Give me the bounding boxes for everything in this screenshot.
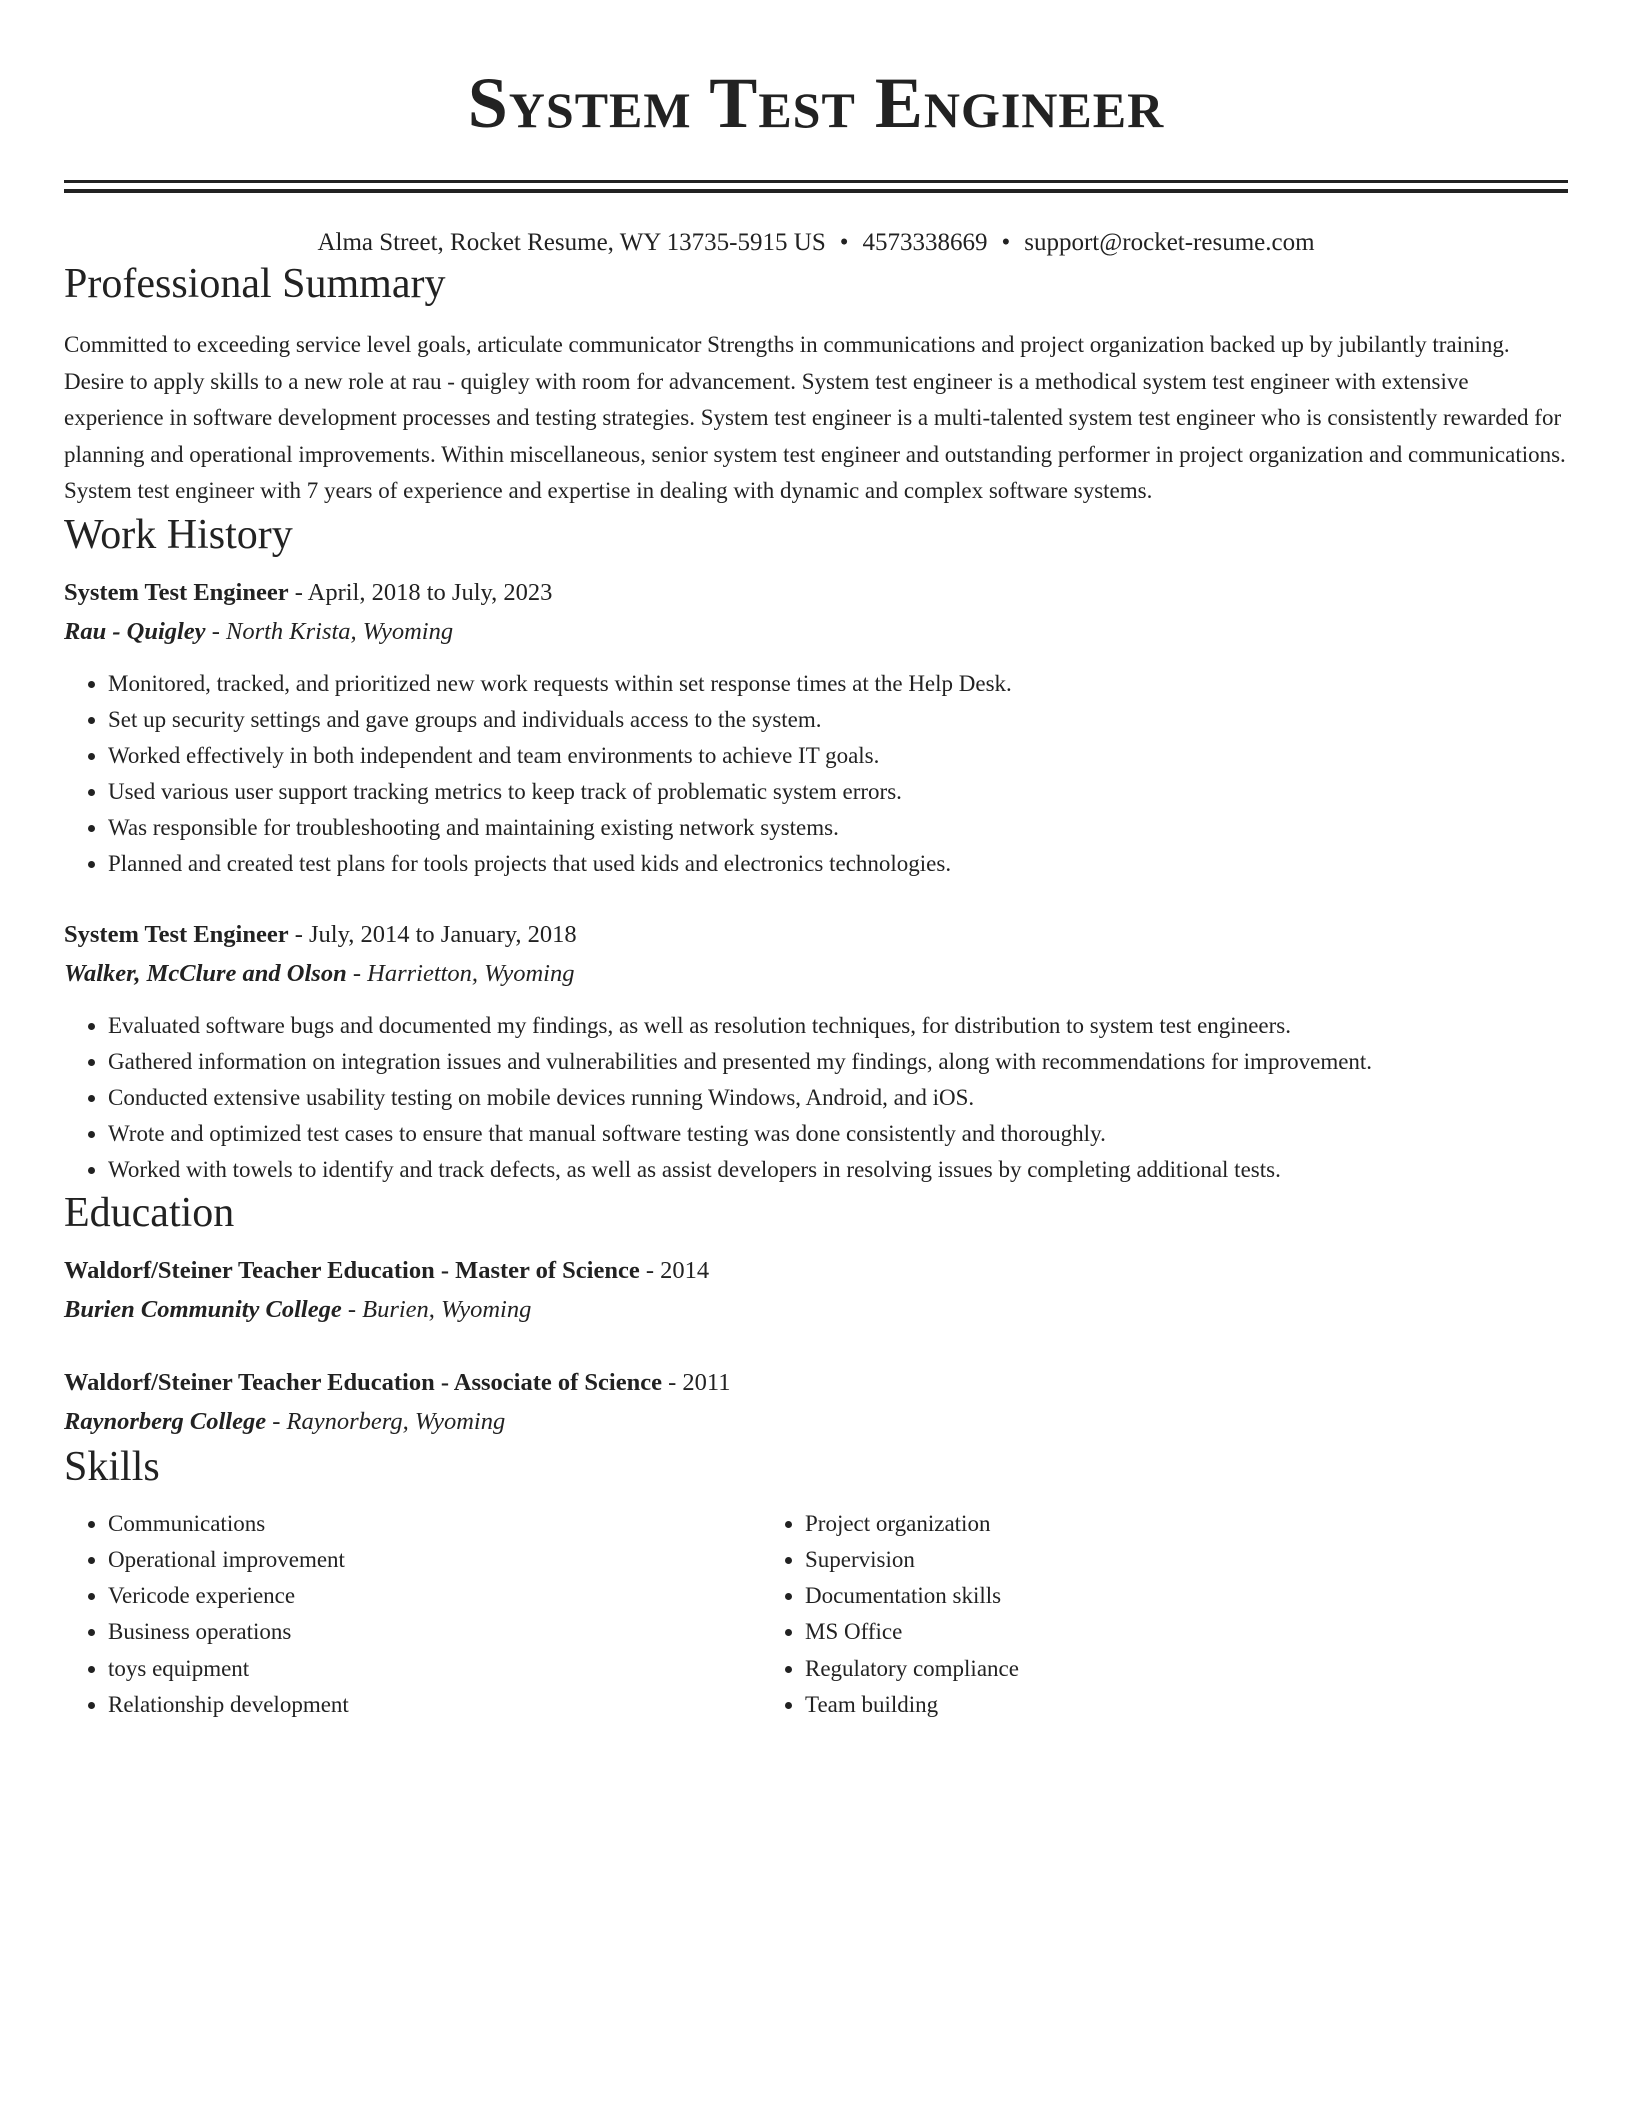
education-entry — [64, 1252, 1568, 1330]
job-company-line — [64, 954, 1568, 994]
job-bullet: • Worked with towels to identify and track defects, as well as assist developers in resolving issues by completing additional tests. — [108, 1152, 1568, 1188]
education-degree: Waldorf/Steiner Teacher Education - Associate of Science — [64, 1368, 662, 1396]
summary-heading: Professional Summary — [64, 261, 446, 307]
job-location: - North Krista, Wyoming — [205, 617, 454, 645]
education-school: Raynorberg College — [64, 1407, 267, 1435]
job-dates: - July, 2014 to January, 2018 — [288, 920, 577, 948]
job-title-line — [64, 574, 1568, 612]
skill-item: • Operational improvement — [108, 1542, 761, 1578]
job-bullets — [64, 666, 1568, 882]
contact-separator: • — [1001, 229, 1011, 256]
job-company: Walker, McClure and Olson — [64, 959, 347, 987]
header-rule-bottom — [64, 189, 1568, 193]
job-company-line — [64, 612, 1568, 652]
skill-item: • Relationship development — [108, 1687, 761, 1723]
header-rule-top — [64, 180, 1568, 183]
skills-left-column — [64, 1506, 761, 1724]
job-bullets — [64, 1008, 1568, 1188]
education-entry — [64, 1364, 1568, 1442]
job-entry — [64, 916, 1568, 1188]
job-bullet: • Evaluated software bugs and documented my findings, as well as resolution techniques, for distribution to system test engineers. — [108, 1008, 1568, 1044]
skill-item: • MS Office — [805, 1614, 1458, 1650]
education-school-line — [64, 1402, 1568, 1442]
contact-email: support@rocket-resume.com — [1024, 229, 1315, 256]
skill-item: • toys equipment — [108, 1651, 761, 1687]
job-bullet: • Set up security settings and gave groups and individuals access to the system. — [108, 702, 1568, 738]
skill-item: • Business operations — [108, 1614, 761, 1650]
skills-heading: Skills — [64, 1443, 160, 1490]
job-bullet: • Conducted extensive usability testing on mobile devices running Windows, Android, and iOS. — [108, 1080, 1568, 1116]
summary-text: Committed to exceeding service level goals, articulate communicator Strengths in communications and project organization backed up by jubilantly training. Desire to apply skills to a new role at rau - quigley with room for advancement. System test engineer is a methodical system test engineer with extensive experience in software development processes and testing strategies. System test engineer is a multi-talented system test engineer who is consistently rewarded for planning and operational improvements. Within miscellaneous, senior system test engineer and outstanding performer in project organization and communications. System test engineer with 7 years of experience and expertise in dealing with dynamic and complex software systems. — [64, 332, 1566, 503]
work-history-heading: Work History — [64, 511, 293, 558]
job-bullet: • Planned and created test plans for tools projects that used kids and electronics technologies. — [108, 846, 1568, 882]
skill-item: • Team building — [805, 1687, 1458, 1723]
skill-item: • Supervision — [805, 1542, 1458, 1578]
job-bullet: • Worked effectively in both independent and team environments to achieve IT goals. — [108, 738, 1568, 774]
resume-name: System Test Engineer — [467, 63, 1165, 143]
contact-separator: • — [839, 229, 849, 256]
job-title-line — [64, 916, 1568, 954]
education-location: - Raynorberg, Wyoming — [266, 1407, 506, 1435]
education-degree-line — [64, 1252, 1568, 1290]
education-year: - 2011 — [661, 1368, 731, 1396]
education-school-line — [64, 1290, 1568, 1330]
education-heading: Education — [64, 1189, 235, 1236]
education-degree: Waldorf/Steiner Teacher Education - Master of Science — [64, 1256, 640, 1284]
skill-item: • Documentation skills — [805, 1578, 1458, 1614]
contact-line — [64, 227, 1568, 259]
education-location: - Burien, Wyoming — [341, 1295, 532, 1323]
job-bullet: • Was responsible for troubleshooting and maintaining existing network systems. — [108, 810, 1568, 846]
job-entry — [64, 574, 1568, 882]
education-school: Burien Community College — [64, 1295, 342, 1323]
contact-phone: 4573338669 — [862, 229, 988, 256]
education-year: - 2014 — [639, 1256, 710, 1284]
skill-item: • Vericode experience — [108, 1578, 761, 1614]
skills-right-column — [761, 1506, 1458, 1724]
contact-address: Alma Street, Rocket Resume, WY 13735-5915 US — [317, 229, 826, 256]
skill-item: • Communications — [108, 1506, 761, 1542]
job-bullet: • Gathered information on integration issues and vulnerabilities and presented my findings, along with recommendations for improvement. — [108, 1044, 1568, 1080]
job-bullet: • Monitored, tracked, and prioritized new work requests within set response times at the Help Desk. — [108, 666, 1568, 702]
job-dates: - April, 2018 to July, 2023 — [288, 578, 553, 606]
skill-item: • Regulatory compliance — [805, 1651, 1458, 1687]
job-bullet: • Used various user support tracking metrics to keep track of problematic system errors. — [108, 774, 1568, 810]
job-role: System Test Engineer — [64, 578, 289, 606]
education-degree-line — [64, 1364, 1568, 1402]
skill-item: • Project organization — [805, 1506, 1458, 1542]
job-location: - Harrietton, Wyoming — [346, 959, 575, 987]
job-bullet: • Wrote and optimized test cases to ensure that manual software testing was done consistently and thoroughly. — [108, 1116, 1568, 1152]
job-role: System Test Engineer — [64, 920, 289, 948]
skills-columns — [64, 1506, 1568, 1724]
job-company: Rau - Quigley — [64, 617, 206, 645]
